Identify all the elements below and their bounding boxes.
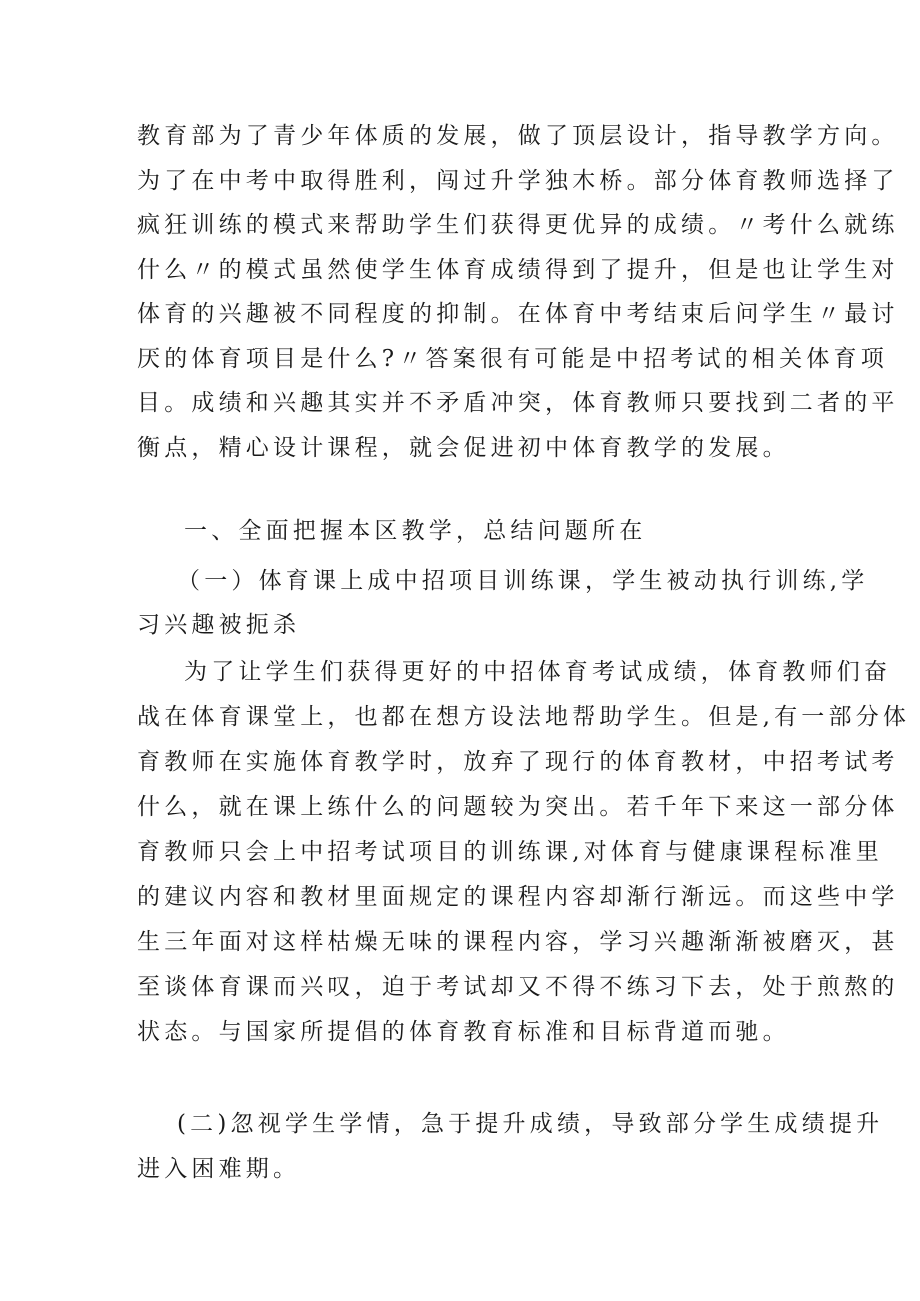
body-line: 的建议内容和教材里面规定的课程内容却渐行渐远。而这些中学 xyxy=(137,884,899,910)
intro-line: 厌的体育项目是什么?〃答案很有可能是中招考试的相关体育项 xyxy=(137,345,888,372)
intro-line: 目。成绩和兴趣其实并不矛盾冲突，体育教师只要找到二者的平 xyxy=(137,390,899,416)
subsection-heading: （一）体育课上成中招项目训练课，学生被动执行训练,学 xyxy=(177,568,869,594)
body-line: 什么，就在课上练什么的问题较为突出。若千年下来这一部分体 xyxy=(137,794,899,820)
body-line: 状态。与国家所提倡的体育教育标准和目标背道而驰。 xyxy=(137,1019,790,1045)
body-line: 育教师只会上中招考试项目的训练课,对体育与健康课程标准里 xyxy=(137,839,883,865)
section-heading: 一、全面把握本区教学，总结问题所在 xyxy=(184,518,647,544)
body-line: 为了让学生们获得更好的中招体育考试成绩，体育教师们奋 xyxy=(184,659,892,685)
body-line: 生三年面对这样枯燥无味的课程内容，学习兴趣渐渐被磨灭，甚 xyxy=(137,929,899,955)
body-line: 战在体育课堂上，也都在想方设法地帮助学生。但是,有一部分体 xyxy=(137,704,911,730)
body-line: 至谈体育课而兴叹，迫于考试却又不得不练习下去，处于煎熬的 xyxy=(137,974,899,1000)
intro-line: 什么〃的模式虽然使学生体育成绩得到了提升，但是也让学生对 xyxy=(137,256,899,283)
intro-line: 体育的兴趣被不同程度的抑制。在体育中考结束后问学生〃最讨 xyxy=(137,301,899,327)
subsection-heading-cont: 进入困难期。 xyxy=(137,1156,301,1182)
intro-line: 为了在中考中取得胜利，闯过升学独木桥。部分体育教师选择了 xyxy=(137,167,899,194)
subsection-heading: (二)忽视学生学情，急于提升成绩，导致部分学生成绩提升 xyxy=(177,1111,884,1137)
subsection-heading-cont: 习兴趣被扼杀 xyxy=(137,612,301,638)
intro-line: 教育部为了青少年体质的发展，做了顶层设计，指导教学方向。 xyxy=(137,123,899,149)
intro-line: 疯狂训练的模式来帮助学生们获得更优异的成绩。〃考什么就练 xyxy=(137,212,899,238)
body-line: 育教师在实施体育教学时，放弃了现行的体育教材，中招考试考 xyxy=(137,749,899,775)
intro-line: 衡点，精心设计课程，就会促进初中体育教学的发展。 xyxy=(137,434,790,461)
